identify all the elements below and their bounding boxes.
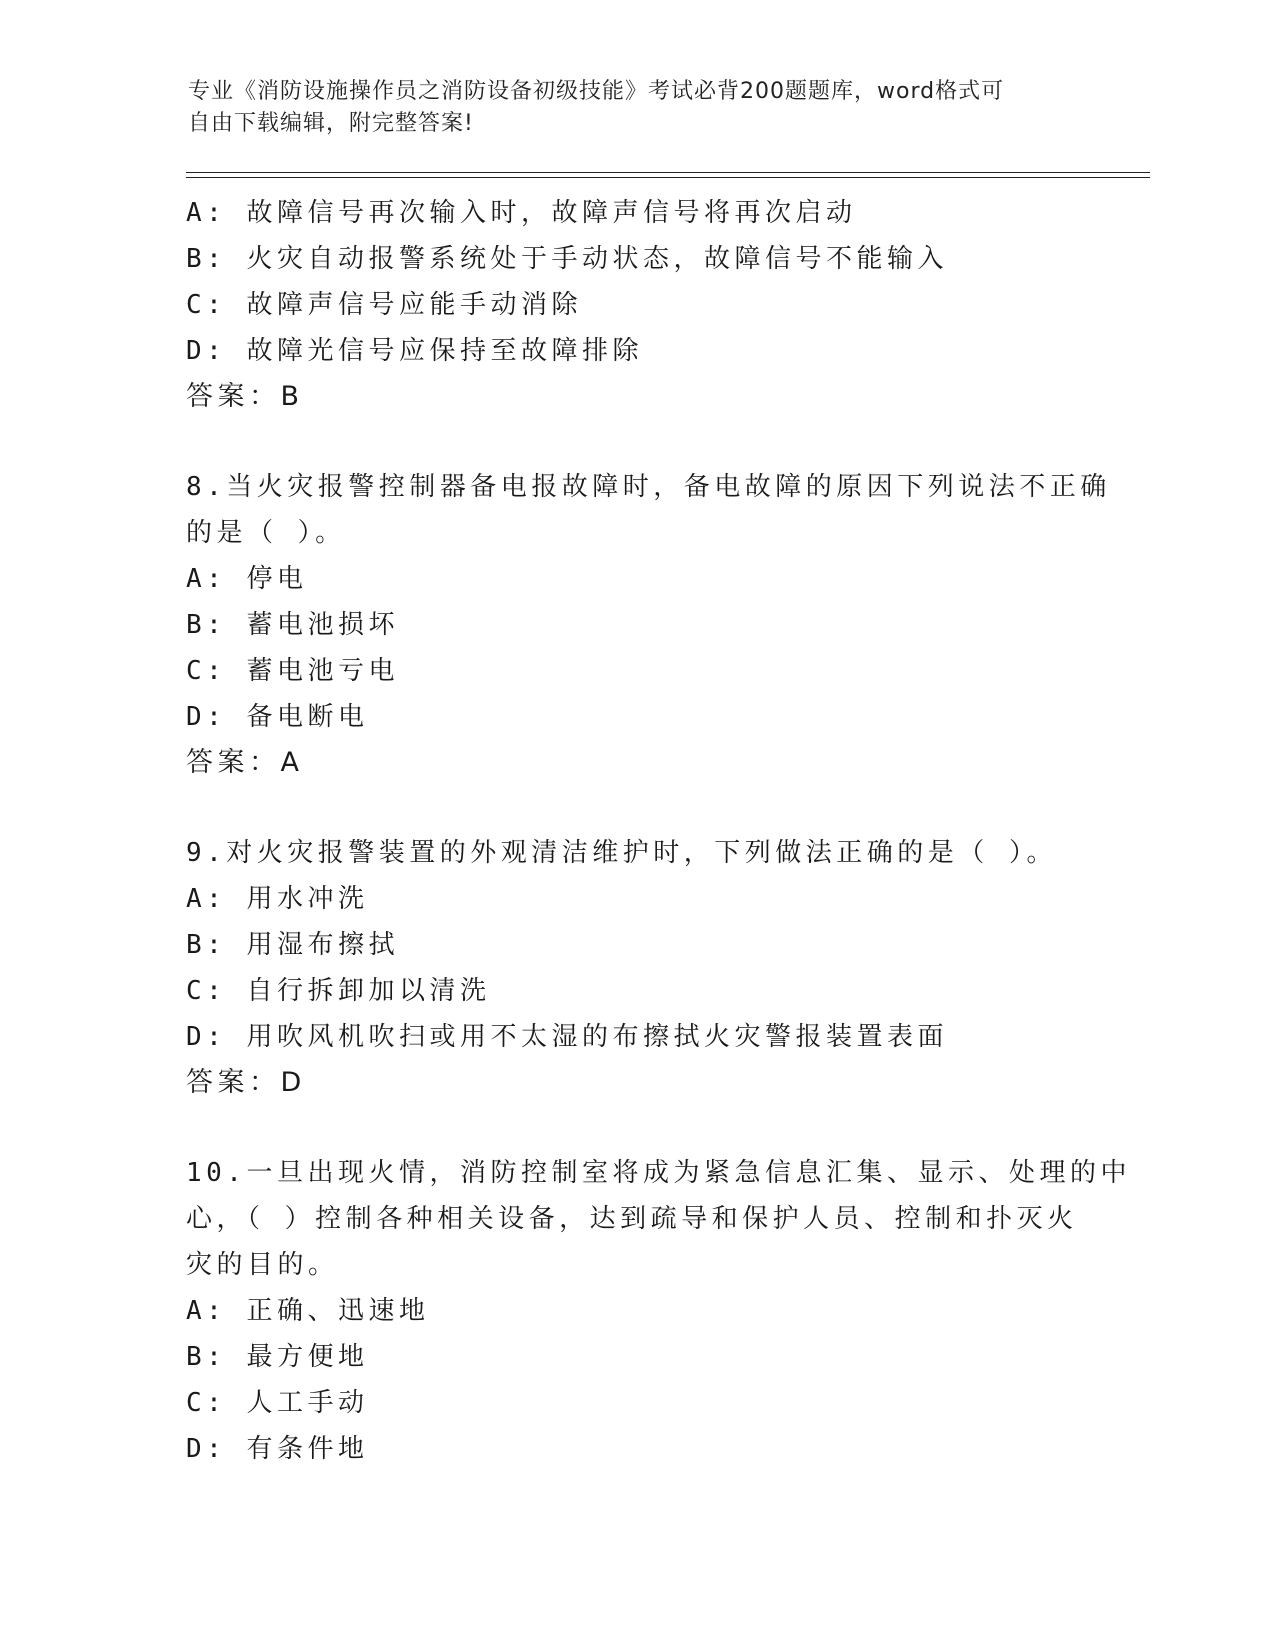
question-text-line: 8.当火灾报警控制器备电报故障时，备电故障的原因下列说法不正确 — [186, 472, 1111, 502]
answer-option: B: 用湿布擦拭 — [186, 930, 399, 960]
answer-option: D: 用吹风机吹扫或用不太湿的布擦拭火灾警报装置表面 — [186, 1022, 948, 1052]
question-block — [186, 190, 1086, 420]
header-line-1: 专业《消防设施操作员之消防设备初级技能》考试必背200题题库，word格式可 — [188, 79, 1005, 104]
answer-option: A: 用水冲洗 — [186, 884, 369, 914]
answer-option: A: 正确、迅速地 — [186, 1296, 430, 1326]
header-rule-bottom — [186, 177, 1150, 178]
question-block — [186, 1150, 1131, 1472]
answer-option: D: 备电断电 — [186, 702, 369, 732]
question-text-line: 心，（ ）控制各种相关设备，达到疏导和保护人员、控制和扑灭火 — [186, 1204, 1078, 1234]
answer-key: 答案：D — [186, 1067, 306, 1098]
question-text-line: 10.一旦出现火情，消防控制室将成为紧急信息汇集、显示、处理的中 — [186, 1158, 1131, 1188]
header-rule-top — [186, 172, 1150, 173]
answer-option: C: 蓄电池亏电 — [186, 656, 399, 686]
answer-option: D: 有条件地 — [186, 1434, 369, 1464]
answer-option: B: 最方便地 — [186, 1342, 369, 1372]
answer-option: B: 火灾自动报警系统处于手动状态，故障信号不能输入 — [186, 244, 948, 274]
block-spacer — [186, 1106, 1086, 1150]
block-spacer — [186, 420, 1086, 464]
document-header — [188, 76, 1088, 140]
question-list — [186, 190, 1131, 1472]
header-line-2: 自由下载编辑，附完整答案! — [188, 111, 474, 136]
answer-option: C: 人工手动 — [186, 1388, 369, 1418]
question-block — [186, 830, 1086, 1106]
answer-option: B: 蓄电池损坏 — [186, 610, 399, 640]
answer-key: 答案：B — [186, 381, 304, 412]
answer-option: C: 自行拆卸加以清洗 — [186, 976, 491, 1006]
answer-key: 答案：A — [186, 747, 304, 778]
question-text-line: 的是（ ）。 — [186, 518, 346, 548]
question-text-line: 9.对火灾报警装置的外观清洁维护时，下列做法正确的是（ ）。 — [186, 838, 1057, 868]
answer-option: A: 停电 — [186, 564, 308, 594]
block-spacer — [186, 786, 1086, 830]
question-text-line: 灾的目的。 — [186, 1250, 339, 1280]
answer-option: C: 故障声信号应能手动消除 — [186, 290, 582, 320]
answer-option: D: 故障光信号应保持至故障排除 — [186, 336, 643, 366]
question-block — [186, 464, 1111, 786]
answer-option: A: 故障信号再次输入时，故障声信号将再次启动 — [186, 198, 857, 228]
